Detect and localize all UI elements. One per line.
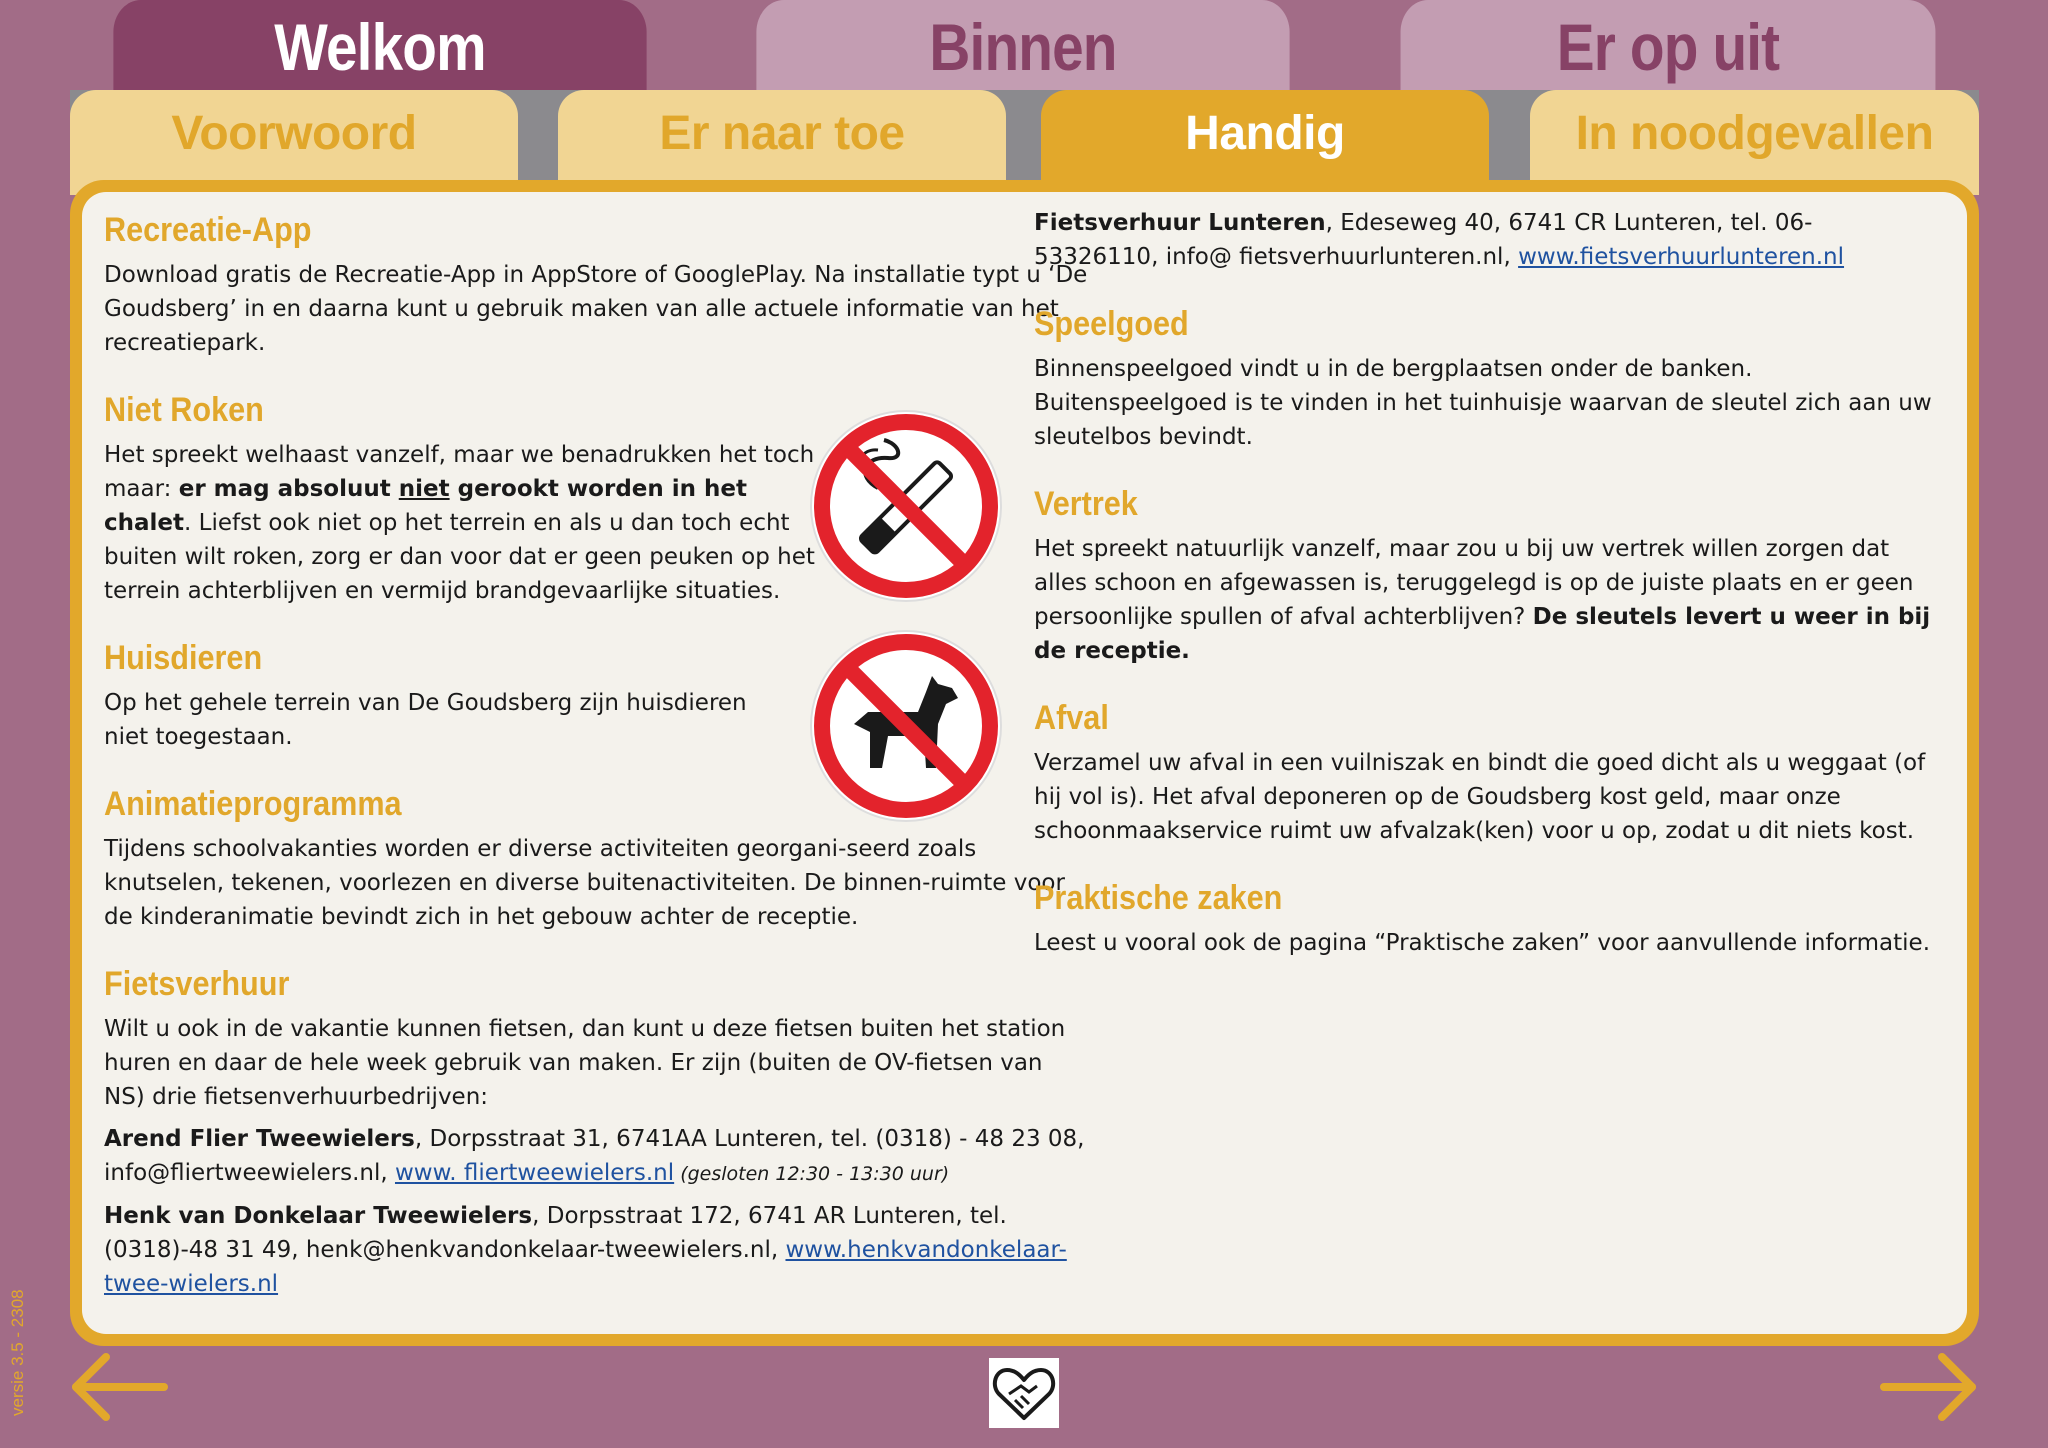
rental-details: , Dorpsstraat 172, 6741 AR Lunteren, tel. (0318)-48 31 49, henk@henkvandonkelaar-tweewielers.nl, (104, 1203, 1007, 1263)
section-title: Huisdieren (104, 639, 263, 677)
content-panel (82, 192, 1967, 1334)
section-vertrek (1034, 484, 1934, 668)
subtab-voorwoord[interactable]: Voorwoord (70, 90, 518, 195)
rental-name: Arend Flier Tweewielers (104, 1126, 415, 1152)
version-label: versie 3.5 - 2308 (8, 1289, 27, 1416)
no-dogs-icon (808, 628, 1004, 824)
bold-underline-text: niet (398, 476, 450, 502)
section-title: Vertrek (1034, 485, 1138, 523)
section-title: Animatieprogramma (104, 785, 402, 823)
rental-link[interactable]: www.fietsverhuurlunteren.nl (1518, 244, 1845, 270)
rental-details: , Edeseweg 40, 6741 CR Lunteren, tel. 06-53326110, info@ fietsverhuurlunteren.nl, (1034, 210, 1813, 270)
subtab-in-noodgevallen[interactable]: In noodgevallen (1530, 90, 1979, 195)
arrow-left-icon[interactable] (68, 1352, 168, 1422)
section-title: Praktische zaken (1034, 879, 1283, 917)
section-afval (1034, 698, 1934, 848)
section-title: Fietsverhuur (104, 965, 290, 1003)
section-title: Recreatie-App (104, 211, 312, 249)
right-column (1034, 206, 1934, 990)
section-text (1034, 532, 1934, 668)
rental-note: (gesloten 12:30 - 13:30 uur) (674, 1163, 950, 1185)
section-text: Op het gehele terrein van De Goudsberg zijn huisdieren niet toegestaan. (104, 690, 747, 750)
text-span: Het spreekt natuurlijk vanzelf, maar zou u bij uw vertrek willen zorgen dat alles schoon en afgewassen is, teruggelegd is op de juiste plaats en er geen persoonlijke spullen of afval achterblijven? (1034, 536, 1914, 630)
rental-link[interactable]: www. fliertweewielers.nl (394, 1160, 675, 1186)
section-praktische-zaken (1034, 878, 1934, 960)
section-title: Speelgoed (1034, 305, 1189, 343)
section-text: Verzamel uw afval in een vuilniszak en bindt die goed dicht als u weggaat (of hij vol is). Het afval deponeren op de Goudsberg kost geld, maar onze schoonmaakservice ruimt uw afvalzak(ken) voor u op, zodat u dit niets kost. (1034, 750, 1926, 844)
section-text (104, 438, 824, 608)
section-text: Leest u vooral ook de pagina “Praktische zaken” voor aanvullende informatie. (1034, 930, 1931, 956)
section-text: Download gratis de Recreatie-App in AppStore of GooglePlay. Na installatie typt u ‘De Goudsberg’ in en daarna kunt u gebruik maken van alle actuele informatie van het recreatiepark. (104, 262, 1088, 356)
arrow-right-icon[interactable] (1880, 1352, 1980, 1422)
rental-name: Fietsverhuur Lunteren (1034, 210, 1326, 236)
rental-henk (104, 1199, 1089, 1301)
section-title: Afval (1034, 699, 1109, 737)
handshake-heart-icon (989, 1358, 1059, 1428)
text-span: Het spreekt welhaast vanzelf, maar we benadrukken het toch maar: (104, 442, 815, 502)
subtab-er-naar-toe[interactable]: Er naar toe (558, 90, 1006, 195)
section-text: Tijdens schoolvakanties worden er diverse activiteiten georgani-seerd zoals knutselen, tekenen, voorlezen en diverse buitenactiviteiten. De binnen-ruimte voor de kinderanimatie bevindt zich in het gebouw achter de receptie. (104, 836, 1065, 930)
section-fietsverhuur-lunteren (1034, 206, 1934, 274)
rental-arend (104, 1122, 1089, 1191)
tab-er-op-uit[interactable]: Er op uit (1401, 0, 1936, 110)
section-recreatie-app (104, 210, 1089, 360)
section-text: Wilt u ook in de vakantie kunnen fietsen, dan kunt u deze fietsen buiten het station huren en daar de hele week gebruik van maken. Er zijn (buiten de OV-fietsen van NS) drie fietsenverhuurbedrijven: (104, 1016, 1066, 1110)
section-text: Binnenspeelgoed vindt u in de bergplaatsen onder de banken. Buitenspeelgoed is te vinden in het tuinhuisje waarvan de sleutel zich aan uw sleutelbos bevindt. (1034, 356, 1932, 450)
rental-link[interactable]: www.henkvandonkelaar-twee-wielers.nl (104, 1237, 1067, 1297)
section-title: Niet Roken (104, 391, 264, 429)
rental-details: , Dorpsstraat 31, 6741AA Lunteren, tel. (0318) - 48 23 08, info@fliertweewielers.nl, (104, 1126, 1085, 1186)
section-speelgoed (1034, 304, 1934, 454)
rental-lunteren (1034, 206, 1934, 274)
bold-text: er mag absoluut (178, 476, 399, 502)
section-fietsverhuur (104, 964, 1089, 1301)
bold-text: De sleutels levert u weer in bij de receptie. (1034, 604, 1931, 664)
bold-text: gerookt worden in het chalet (104, 476, 747, 536)
tab-welkom[interactable]: Welkom (113, 0, 646, 110)
tab-binnen[interactable]: Binnen (756, 0, 1289, 110)
no-smoking-icon (808, 408, 1004, 604)
subtab-handig[interactable]: Handig (1041, 90, 1489, 195)
text-span: . Liefst ook niet op het terrein en als u dan toch echt buiten wilt roken, zorg er dan voor dat er geen peuken op het terrein achterblijven en vermijd brandgevaarlijke situaties. (104, 510, 815, 604)
rental-name: Henk van Donkelaar Tweewielers (104, 1203, 533, 1229)
